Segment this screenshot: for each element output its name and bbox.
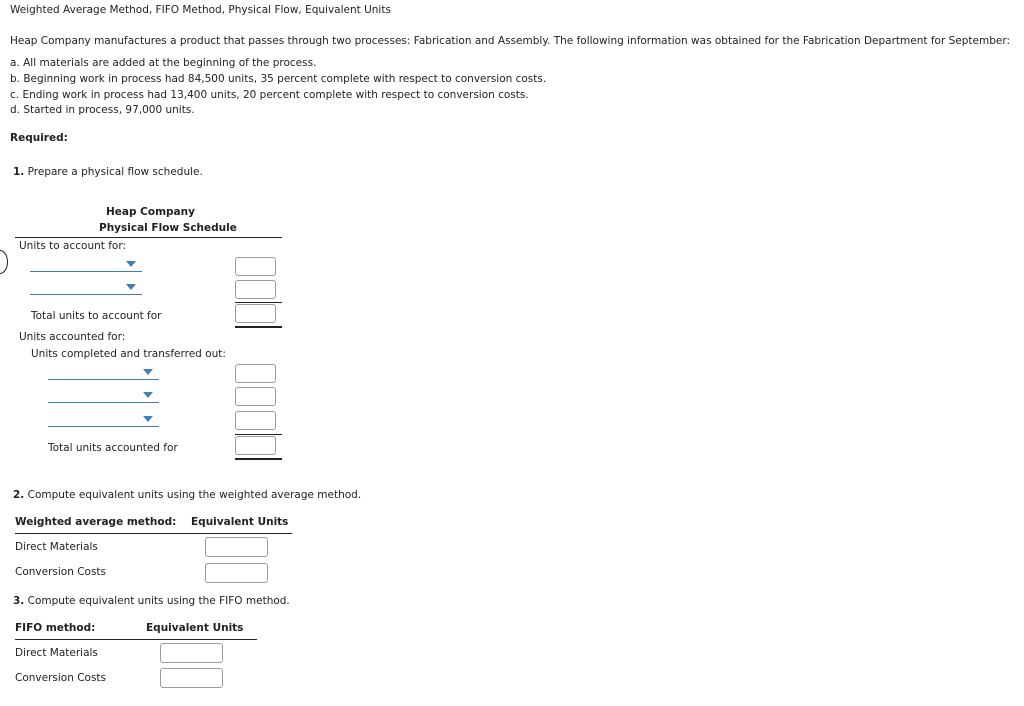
units-to-account-label: Units to account for: [19, 240, 127, 252]
company-name: Heap Company [106, 206, 195, 218]
total-accounted-input[interactable] [235, 436, 276, 455]
units-accounted-input-1[interactable] [235, 364, 276, 383]
subtotal-rule-1 [235, 302, 282, 303]
part2-number: 2. [13, 489, 25, 501]
fact-d: d. Started in process, 97,000 units. [10, 104, 195, 116]
fact-c: c. Ending work in process had 13,400 units, 20 percent complete with respect to conversion costs. [10, 89, 529, 101]
required-label: Required: [10, 132, 68, 144]
units-accounted-input-2[interactable] [235, 387, 276, 406]
fifo-conversion-costs-input[interactable] [160, 668, 223, 688]
wa-equivalent-units-header: Equivalent Units [191, 516, 289, 528]
subtotal-rule-2 [235, 434, 282, 435]
wa-conversion-costs-label: Conversion Costs [15, 566, 107, 578]
schedule-header-rule [15, 237, 282, 238]
total-to-account-input[interactable] [235, 304, 276, 323]
intro-text: Heap Company manufactures a product that passes through two processes: Fabrication and Assembly. The following information was obtained for the Fabrication Department for September: [10, 35, 1011, 47]
units-accounted-dropdown-1[interactable] [48, 366, 159, 380]
schedule-title: Physical Flow Schedule [99, 222, 237, 234]
wa-direct-materials-label: Direct Materials [15, 541, 98, 553]
units-to-account-dropdown-1[interactable] [30, 258, 142, 272]
units-to-account-dropdown-2[interactable] [30, 281, 142, 295]
wa-direct-materials-input[interactable] [205, 537, 268, 557]
units-to-account-input-2[interactable] [235, 280, 276, 299]
completed-transferred-label: Units completed and transferred out: [31, 348, 226, 360]
part1-text: Prepare a physical flow schedule. [24, 166, 203, 178]
total-to-account-label: Total units to account for [31, 310, 162, 322]
fifo-direct-materials-input[interactable] [160, 643, 223, 663]
page-title: Weighted Average Method, FIFO Method, Physical Flow, Equivalent Units [10, 4, 391, 16]
units-accounted-dropdown-2[interactable] [48, 389, 159, 403]
units-accounted-dropdown-3[interactable] [48, 413, 159, 427]
chevron-down-icon [126, 284, 136, 290]
total-rule-1 [235, 326, 282, 328]
fact-a: a. All materials are added at the beginning of the process. [10, 57, 317, 69]
fifo-conversion-costs-label: Conversion Costs [15, 672, 107, 684]
part2-text: Compute equivalent units using the weighted average method. [24, 489, 362, 501]
fifo-equivalent-units-header: Equivalent Units [146, 622, 244, 634]
fifo-header-rule [15, 639, 257, 640]
weighted-average-header: Weighted average method: [15, 516, 177, 528]
part3-text: Compute equivalent units using the FIFO method. [24, 595, 290, 607]
part1-number: 1. [13, 166, 25, 178]
chevron-down-icon [143, 416, 153, 422]
wa-header-rule [15, 533, 292, 534]
units-accounted-label: Units accounted for: [19, 331, 126, 343]
total-accounted-label: Total units accounted for [48, 442, 178, 454]
units-accounted-input-3[interactable] [235, 411, 276, 430]
chevron-down-icon [143, 369, 153, 375]
part2-instruction [13, 489, 361, 501]
wa-conversion-costs-input[interactable] [205, 563, 268, 583]
part3-number: 3. [13, 595, 25, 607]
total-rule-2 [235, 458, 282, 460]
part3-instruction [13, 595, 290, 607]
chevron-down-icon [143, 392, 153, 398]
fifo-direct-materials-label: Direct Materials [15, 647, 98, 659]
left-edge-mark [0, 250, 8, 274]
part1-instruction [13, 166, 203, 178]
fact-b: b. Beginning work in process had 84,500 units, 35 percent complete with respect to conversion costs. [10, 73, 547, 85]
units-to-account-input-1[interactable] [235, 257, 276, 276]
fifo-header: FIFO method: [15, 622, 96, 634]
chevron-down-icon [126, 261, 136, 267]
